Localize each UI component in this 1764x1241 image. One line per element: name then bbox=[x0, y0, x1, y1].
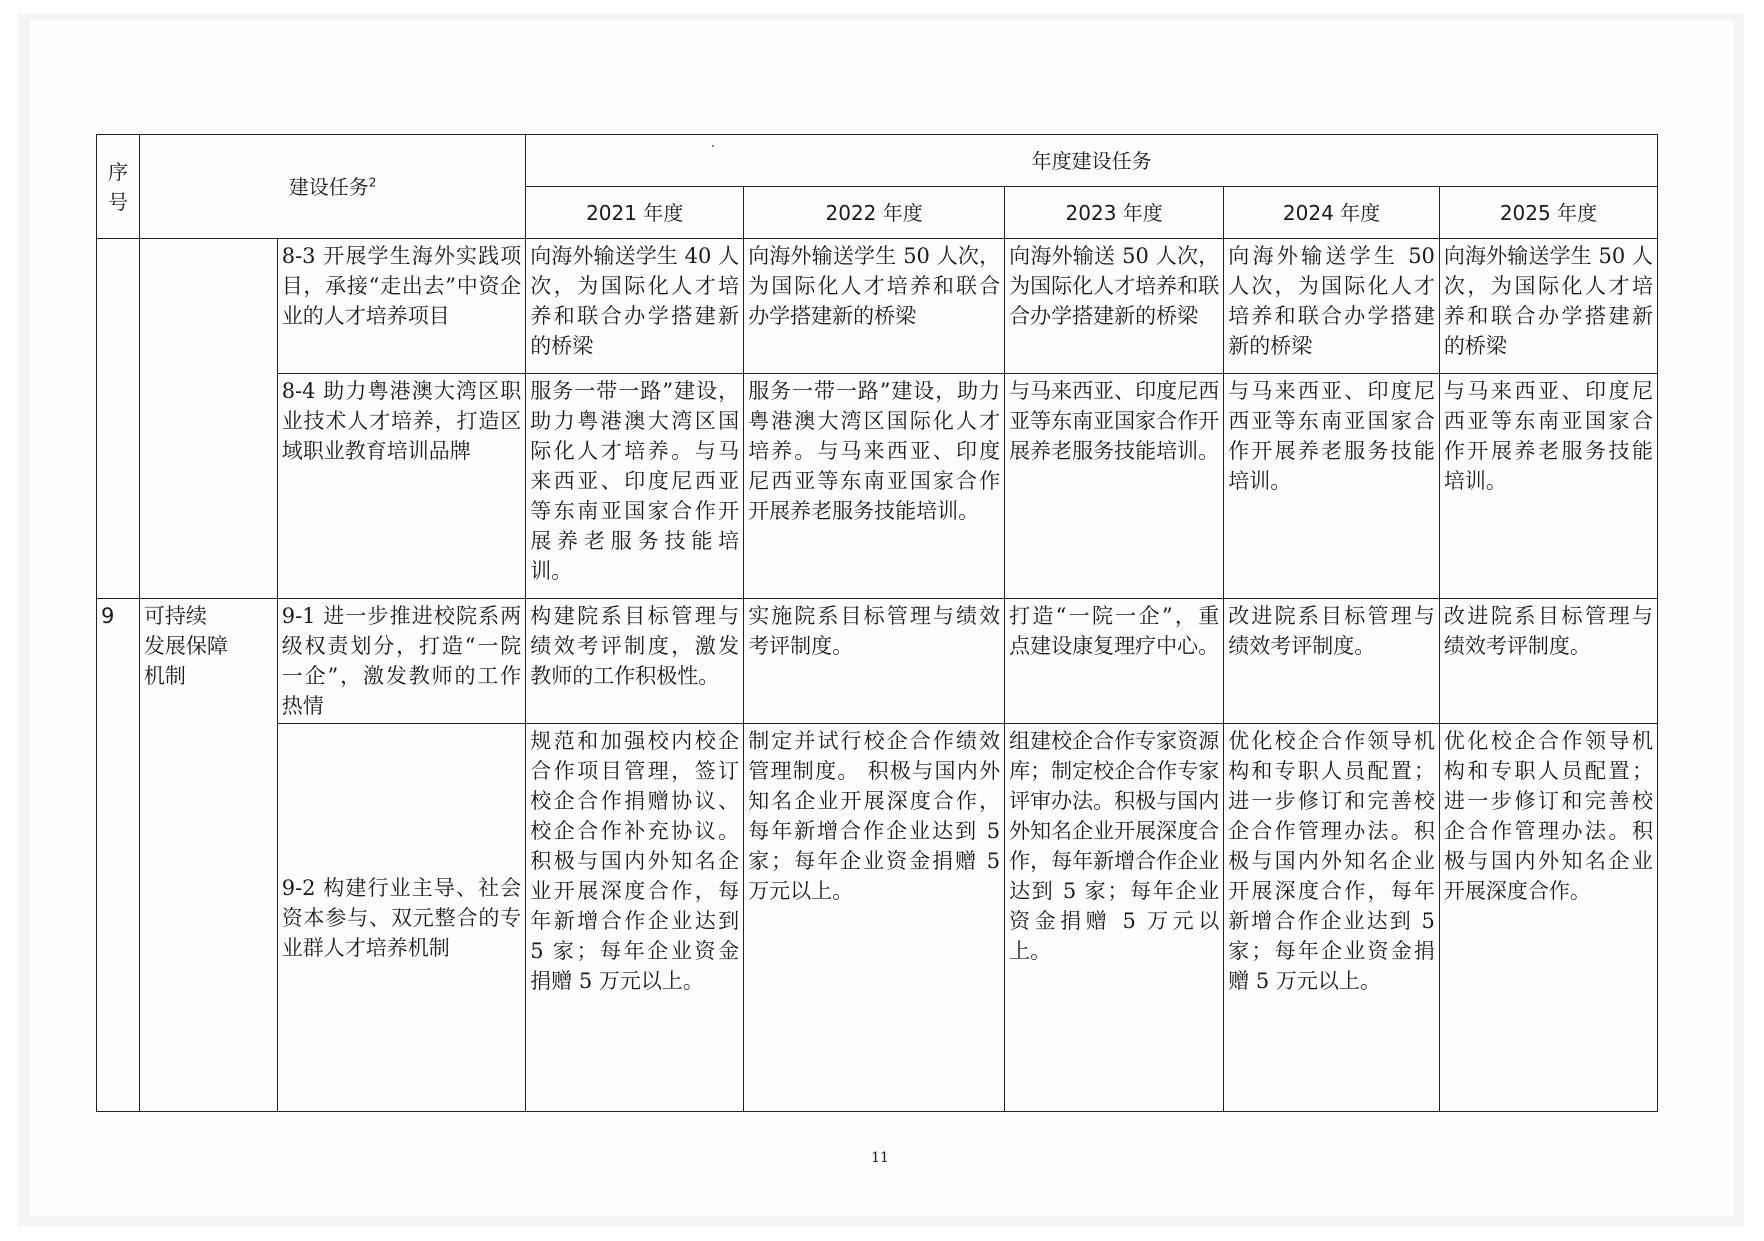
subtask-cell: 9-1 进一步推进校院系两级权责划分，打造“一院一企”，激发教师的工作热情 bbox=[277, 599, 526, 724]
header-year-2021: 2021 年度 bbox=[526, 187, 744, 239]
page-number: 11 bbox=[871, 1150, 889, 1166]
category-cell-8 bbox=[139, 239, 277, 599]
table-row-9-1 bbox=[97, 599, 1658, 724]
subtask-cell: 9-2 构建行业主导、社会资本参与、双元整合的专业群人才培养机制 bbox=[277, 724, 526, 1112]
year-cell-2023: 打造“一院一企”，重点建设康复理疗中心。 bbox=[1005, 599, 1224, 724]
year-cell-2021: 服务一带一路”建设，助力粤港澳大湾区国际化人才培养。与马来西亚、印度尼西亚等东南亚国家合作开展养老服务技能培训。 bbox=[526, 374, 744, 599]
year-cell-2022: 制定并试行校企合作绩效管理制度。 积极与国内外知名企业开展深度合作，每年新增合作企业达到 5 家；每年企业资金捐赠 5 万元以上。 bbox=[744, 724, 1005, 1112]
header-seq-char-2: 号 bbox=[107, 189, 128, 214]
header-seq bbox=[97, 135, 140, 239]
subtask-cell: 8-4 助力粤港澳大湾区职业技术人才培养，打造区域职业教育培训品牌 bbox=[277, 374, 526, 599]
header-year-2025: 2025 年度 bbox=[1439, 187, 1657, 239]
year-cell-2022: 向海外输送学生 50 人次，为国际化人才培养和联合办学搭建新的桥梁 bbox=[744, 239, 1005, 374]
subtask-cell: 8-3 开展学生海外实践项目，承接“走出去”中资企业的人才培养项目 bbox=[277, 239, 526, 374]
year-cell-2024: 改进院系目标管理与绩效考评制度。 bbox=[1224, 599, 1440, 724]
year-cell-2024: 优化校企合作领导机构和专职人员配置；进一步修订和完善校企合作管理办法。积极与国内外知名企业开展深度合作，每年新增合作企业达到 5 家；每年企业资金捐赠 5 万元以上。 bbox=[1224, 724, 1440, 1112]
year-cell-2023: 组建校企合作专家资源库；制定校企合作专家评审办法。积极与国内外知名企业开展深度合作，每年新增合作企业达到 5 家；每年企业资金捐赠 5 万元以上。 bbox=[1005, 724, 1224, 1112]
year-cell-2021: 构建院系目标管理与绩效考评制度，激发教师的工作积极性。 bbox=[526, 599, 744, 724]
seq-cell-9: 9 bbox=[97, 599, 140, 1112]
year-cell-2025: 改进院系目标管理与绩效考评制度。 bbox=[1439, 599, 1657, 724]
year-cell-2021: 向海外输送学生 40 人次，为国际化人才培养和联合办学搭建新的桥梁 bbox=[526, 239, 744, 374]
construction-task-table bbox=[96, 134, 1658, 1112]
year-cell-2024: 与马来西亚、印度尼西亚等东南亚国家合作开展养老服务技能培训。 bbox=[1224, 374, 1440, 599]
header-year-2023: 2023 年度 bbox=[1005, 187, 1224, 239]
header-construction-task bbox=[139, 135, 525, 239]
header-task-label: 建设任务 bbox=[288, 174, 369, 199]
table-row-8-3 bbox=[97, 239, 1658, 374]
year-cell-2022: 服务一带一路”建设，助力粤港澳大湾区国际化人才培养。与马来西亚、印度尼西亚等东南亚国家合作开展养老服务技能培训。 bbox=[744, 374, 1005, 599]
year-cell-2023: 向海外输送 50 人次，为国际化人才培养和联合办学搭建新的桥梁 bbox=[1005, 239, 1224, 374]
header-year-2024: 2024 年度 bbox=[1224, 187, 1440, 239]
year-cell-2024: 向海外输送学生 50 人次，为国际化人才培养和联合办学搭建新的桥梁 bbox=[1224, 239, 1440, 374]
table-row-8-4 bbox=[97, 374, 1658, 599]
year-cell-2025: 与马来西亚、印度尼西亚等东南亚国家合作开展养老服务技能培训。 bbox=[1439, 374, 1657, 599]
category-line-3: 机制 bbox=[143, 664, 186, 688]
year-cell-2022: 实施院系目标管理与绩效考评制度。 bbox=[744, 599, 1005, 724]
year-cell-2023: 与马来西亚、印度尼西亚等东南亚国家合作开展养老服务技能培训。 bbox=[1005, 374, 1224, 599]
year-cell-2021: 规范和加强校内校企合作项目管理，签订校企合作捐赠协议、校企合作补充协议。积极与国内外知名企业开展深度合作，每年新增合作企业达到 5 家；每年企业资金捐赠 5 万元以上。 bbox=[526, 724, 744, 1112]
year-cell-2025: 优化校企合作领导机构和专职人员配置；进一步修订和完善校企合作管理办法。积极与国内外知名企业开展深度合作。 bbox=[1439, 724, 1657, 1112]
year-cell-2025: 向海外输送学生 50 人次，为国际化人才培养和联合办学搭建新的桥梁 bbox=[1439, 239, 1657, 374]
header-task-footnote-mark: 2 bbox=[368, 174, 377, 189]
category-line-1: 可持续 bbox=[143, 604, 207, 628]
category-line-2: 发展保障 bbox=[143, 634, 228, 658]
table-row-9-2 bbox=[97, 724, 1658, 1112]
seq-cell-8 bbox=[97, 239, 140, 599]
category-cell-9 bbox=[139, 599, 277, 1112]
header-year-2022: 2022 年度 bbox=[744, 187, 1005, 239]
header-seq-char-1: 序 bbox=[107, 159, 128, 184]
header-annual-tasks: 年度建设任务 bbox=[526, 135, 1658, 187]
